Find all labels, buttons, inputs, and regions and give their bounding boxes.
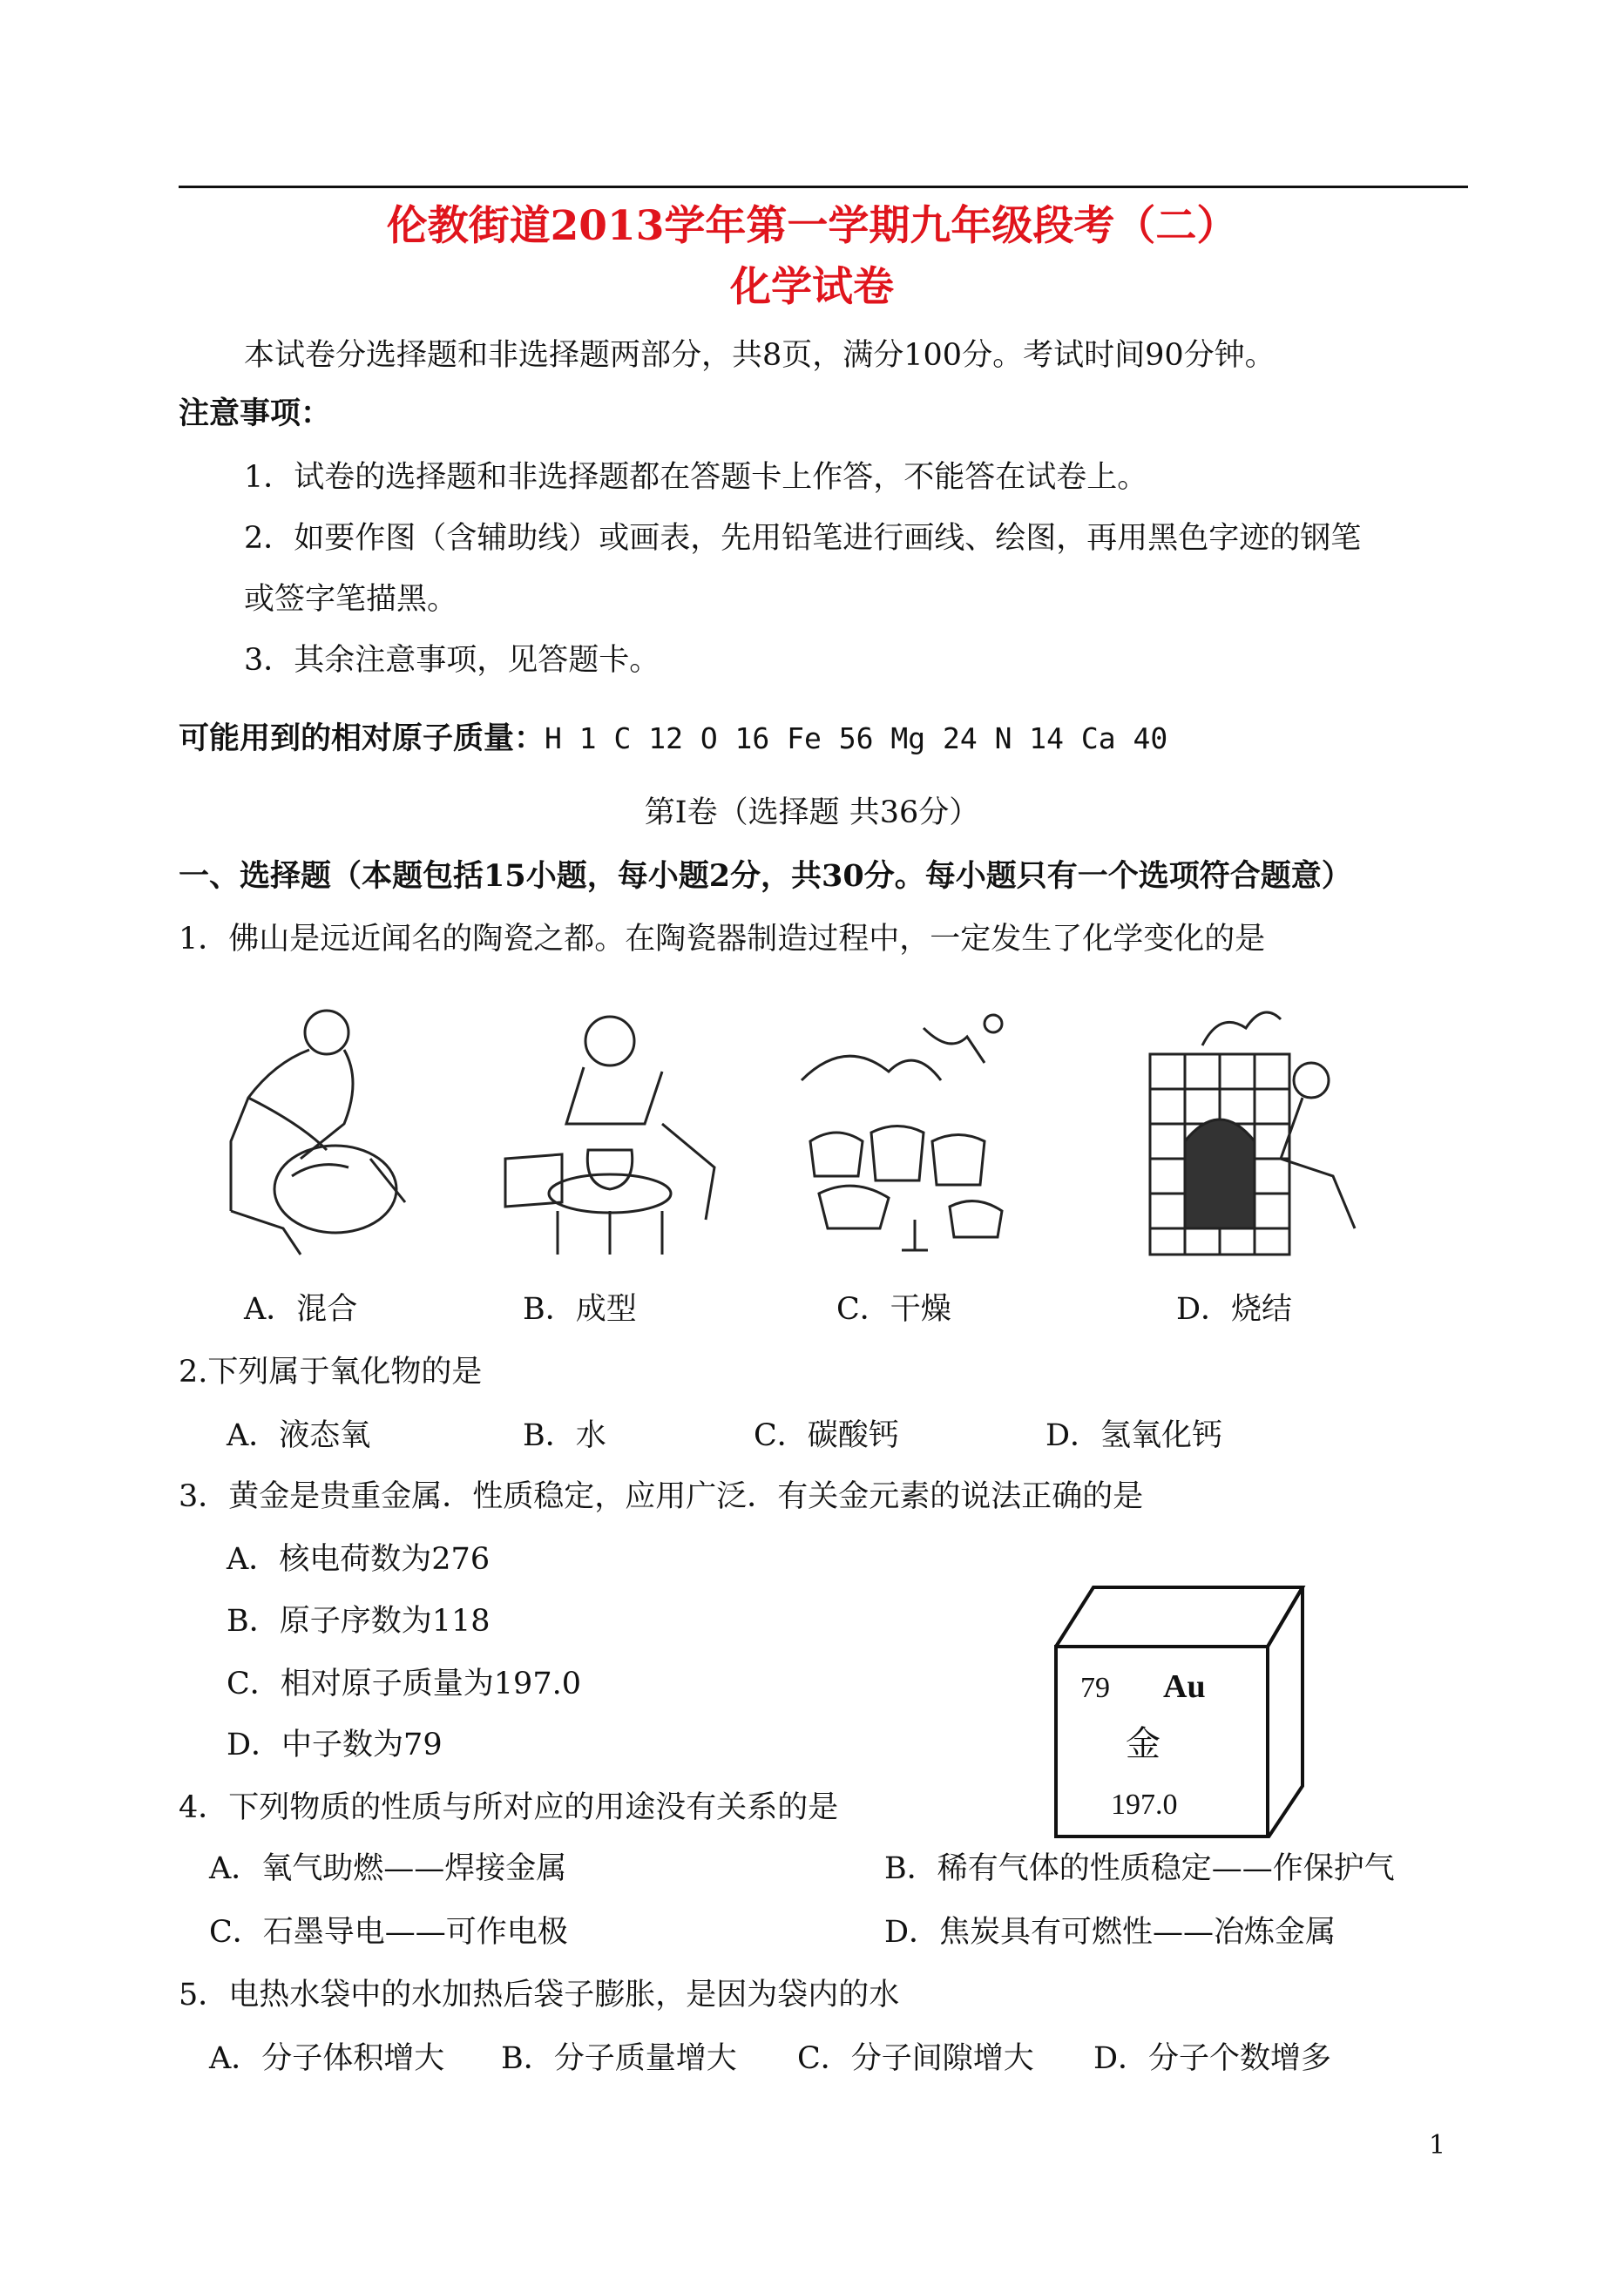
q1-stem: 1．佛山是远近闻名的陶瓷之都。在陶瓷器制造过程中，一定发生了化学变化的是 bbox=[179, 922, 1266, 957]
q5-stem: 5．电热水袋中的水加热后袋子膨胀，是因为袋内的水 bbox=[179, 1978, 900, 2012]
section-title: 第Ⅰ卷（选择题 共36分） bbox=[644, 795, 980, 830]
notes-heading: 注意事项： bbox=[179, 396, 332, 431]
mixing-illustration bbox=[196, 1002, 431, 1263]
atomic-mass-line bbox=[179, 714, 1167, 758]
part-heading: 一、选择题（本题包括15小题，每小题2分，共30分。每小题只有一个选项符合题意） bbox=[179, 858, 1352, 894]
q2-option-c: C．碳酸钙 bbox=[754, 1418, 899, 1453]
atomic-mass-label: 可能用到的相对原子质量： bbox=[179, 720, 545, 756]
q1-option-b: B．成型 bbox=[523, 1292, 637, 1327]
q1-option-d: D．烧结 bbox=[1176, 1292, 1293, 1327]
note-item-2: 2．如要作图（含辅助线）或画表，先用铅笔进行画线、绘图，再用黑色字迹的钢笔 bbox=[244, 521, 1362, 556]
q4-option-a: A．氧气助燃——焊接金属 bbox=[209, 1851, 567, 1886]
gold-element-card bbox=[1054, 1586, 1307, 1838]
q3-option-c: C．相对原子质量为197.0 bbox=[227, 1667, 581, 1701]
note-item-1: 1．试卷的选择题和非选择题都在答题卡上作答，不能答在试卷上。 bbox=[244, 460, 1148, 495]
q4-option-c: C．石墨导电——可作电极 bbox=[209, 1915, 568, 1950]
q5-option-d: D．分子个数增多 bbox=[1093, 2041, 1332, 2076]
note-item-3: 3．其余注意事项，见答题卡。 bbox=[244, 643, 660, 678]
note-item-2-cont: 或签字笔描黑。 bbox=[244, 582, 458, 617]
q2-stem: 2.下列属于氧化物的是 bbox=[179, 1355, 483, 1390]
q3-option-d: D．中子数为79 bbox=[227, 1728, 443, 1762]
element-name: 金 bbox=[1126, 1724, 1160, 1764]
exam-title: 伦教街道2013学年第一学期九年级段考（二） bbox=[386, 202, 1238, 250]
q3-option-a: A．核电荷数为276 bbox=[227, 1542, 491, 1577]
q3-option-b: B．原子序数为118 bbox=[227, 1604, 491, 1639]
q4-option-b: B．稀有气体的性质稳定——作保护气 bbox=[884, 1851, 1395, 1886]
exam-subtitle: 化学试卷 bbox=[730, 263, 894, 311]
q2-option-a: A．液态氧 bbox=[227, 1418, 371, 1453]
q5-option-c: C．分子间隙增大 bbox=[797, 2041, 1034, 2076]
header-rule bbox=[179, 186, 1468, 188]
shaping-illustration bbox=[488, 1002, 723, 1263]
atomic-mass-values: H 1 C 12 O 16 Fe 56 Mg 24 N 14 Ca 40 bbox=[545, 721, 1168, 755]
element-symbol: Au bbox=[1163, 1668, 1206, 1705]
q5-option-b: B．分子质量增大 bbox=[501, 2041, 737, 2076]
page-number: 1 bbox=[1429, 2130, 1446, 2161]
q2-option-b: B．水 bbox=[523, 1418, 606, 1453]
drying-illustration bbox=[793, 1002, 1028, 1263]
q5-option-a: A．分子体积增大 bbox=[209, 2041, 445, 2076]
q4-option-d: D．焦炭具有可燃性——冶炼金属 bbox=[884, 1915, 1336, 1950]
sintering-illustration bbox=[1133, 1002, 1368, 1263]
q1-option-c: C．干燥 bbox=[836, 1292, 951, 1327]
intro-text: 本试卷分选择题和非选择题两部分，共8页，满分100分。考试时间90分钟。 bbox=[244, 338, 1276, 373]
q2-option-d: D．氢氧化钙 bbox=[1045, 1418, 1223, 1453]
element-mass: 197.0 bbox=[1111, 1789, 1178, 1821]
q1-option-a: A．混合 bbox=[244, 1292, 358, 1327]
q4-stem: 4．下列物质的性质与所对应的用途没有关系的是 bbox=[179, 1790, 839, 1825]
element-number: 79 bbox=[1080, 1672, 1110, 1704]
q3-stem: 3．黄金是贵重金属．性质稳定，应用广泛．有关金元素的说法正确的是 bbox=[179, 1479, 1144, 1514]
